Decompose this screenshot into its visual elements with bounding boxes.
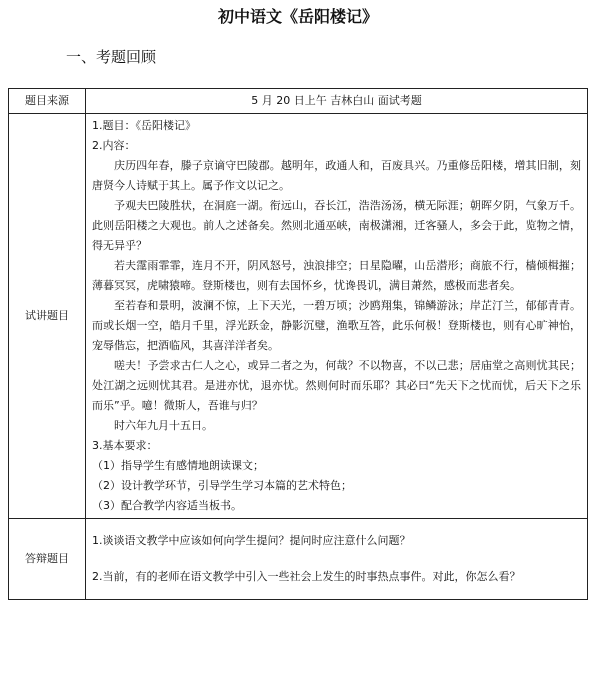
passage-date-line: 时六年九月十五日。	[114, 419, 213, 432]
lecture-label: 试讲题目	[9, 114, 86, 519]
requirement-item: （1）指导学生有感情地朗读课文；	[92, 459, 264, 472]
passage-paragraph: 嗟夫！予尝求古仁人之心，或异二者之为，何哉？不以物喜，不以己悲；居庙堂之高则忧其民；处江湖之远则忧其君。是进亦忧，退亦忧。然则何时而乐耶？其必曰“先天下之忧而忧，后天下之乐而乐”乎。噫！微斯人，吾谁与归？	[92, 359, 581, 412]
requirements-label: 3.基本要求：	[92, 439, 158, 452]
passage-paragraph: 若夫霪雨霏霏，连月不开，阴风怒号，浊浪排空；日星隐曜，山岳潜形；商旅不行，樯倾楫摧；薄暮冥冥，虎啸猿啼。登斯楼也，则有去国怀乡，忧谗畏讥，满目萧然，感极而悲者矣。	[92, 259, 581, 292]
defense-question: 2.当前，有的老师在语文教学中引入一些社会上发生的时事热点事件。对此，你怎么看？	[92, 570, 521, 583]
lecture-topic: 1.题目：《岳阳楼记》	[92, 119, 196, 132]
passage-paragraph: 予观夫巴陵胜状，在洞庭一湖。衔远山，吞长江，浩浩汤汤，横无际涯；朝晖夕阴，气象万千。此则岳阳楼之大观也。前人之述备矣。然则北通巫峡，南极潇湘，迁客骚人，多会于此，览物之情，得无异乎？	[92, 199, 581, 252]
source-value: 5 月 20 日上午 吉林白山 面试考题	[86, 89, 588, 114]
defense-question: 1.谈谈语文教学中应该如何向学生提问？提问时应注意什么问题？	[92, 534, 411, 547]
table-row-source	[9, 89, 588, 114]
defense-content	[86, 519, 588, 600]
lecture-content	[86, 114, 588, 519]
section-heading: 一、考题回顾	[66, 48, 157, 66]
table-row-defense	[9, 519, 588, 600]
content-label: 2.内容：	[92, 139, 136, 152]
requirement-item: （3）配合教学内容适当板书。	[92, 499, 242, 512]
source-label: 题目来源	[9, 89, 86, 114]
requirement-item: （2）设计教学环节，引导学生学习本篇的艺术特色；	[92, 479, 352, 492]
exam-table	[8, 88, 588, 600]
passage-paragraph: 庆历四年春，滕子京谪守巴陵郡。越明年，政通人和，百废具兴。乃重修岳阳楼，增其旧制，刻唐贤今人诗赋于其上。属予作文以记之。	[92, 159, 581, 192]
passage-paragraph: 至若春和景明，波澜不惊，上下天光，一碧万顷；沙鸥翔集，锦鳞游泳；岸芷汀兰，郁郁青青。而或长烟一空，皓月千里，浮光跃金，静影沉璧，渔歌互答，此乐何极！登斯楼也，则有心旷神怡，宠辱偕忘，把酒临风，其喜洋洋者矣。	[92, 299, 581, 352]
defense-label: 答辩题目	[9, 519, 86, 600]
document-title: 初中语文《岳阳楼记》	[217, 7, 378, 26]
table-row-lecture	[9, 114, 588, 519]
